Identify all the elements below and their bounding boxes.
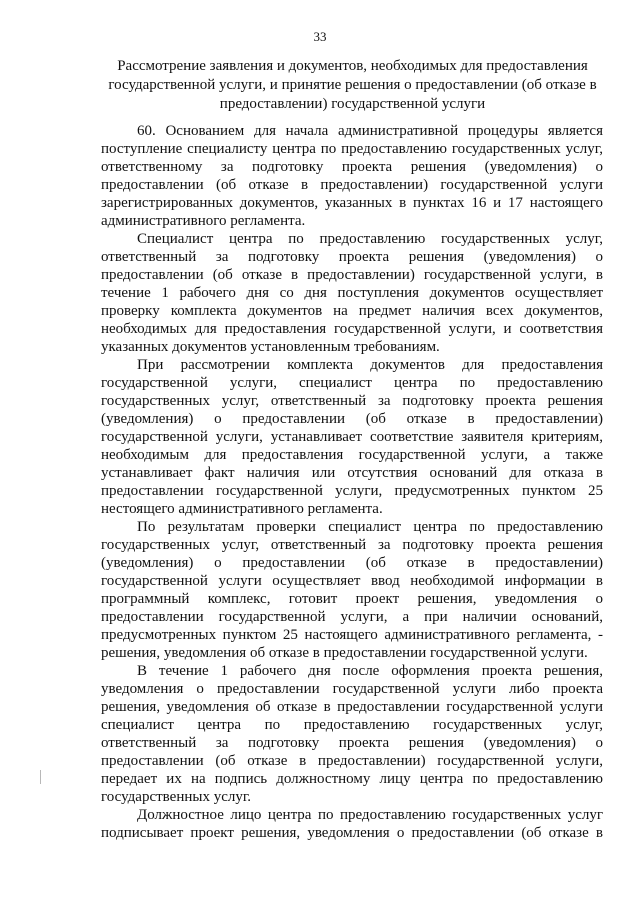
paragraph-line: нестоящего административного регламента.: [101, 501, 383, 517]
paragraph-line: предоставлении (об отказе в предоставлении) государственной услуги,: [101, 753, 603, 769]
paragraph-line: При рассмотрении комплекта документов для предоставления: [137, 357, 603, 373]
paragraph-line: решения, уведомления об отказе в предоставлении государственной услуги: [101, 699, 603, 715]
heading-line: Рассмотрение заявления и документов, необходимых для предоставления: [117, 58, 588, 74]
paragraph-line: (уведомления) о предоставлении (об отказе в предоставлении): [101, 411, 603, 427]
paragraph-line: государственных услуг.: [101, 789, 252, 805]
paragraph-line: подписывает проект решения, уведомления о предоставлении (об отказе в: [101, 825, 603, 841]
page-number: 33: [313, 29, 327, 44]
paragraph-line: устанавливает факт наличия или отсутствия оснований для отказа в: [101, 465, 603, 481]
paragraph-line: специалист центра по предоставлению государственных услуг,: [101, 717, 603, 733]
paragraph-line: государственной услуги осуществляет ввод необходимой информации в: [101, 573, 603, 589]
paragraph: [101, 806, 603, 842]
paragraph-line: Должностное лицо центра по предоставлению государственных услуг: [137, 807, 603, 823]
paragraph-line: Специалист центра по предоставлению государственных услуг,: [137, 231, 603, 247]
paragraph-line: предусмотренных пунктом 25 настоящего административного регламента, -: [101, 627, 603, 643]
paragraph-line: государственных услуг, ответственный за подготовку проекта решения: [101, 393, 603, 409]
margin-mark: [40, 770, 41, 784]
paragraph-line: передает их на подпись должностному лицу центра по предоставлению: [101, 771, 603, 787]
paragraph: [101, 662, 603, 806]
paragraph-line: ответственный за подготовку проекта решения (уведомления) о: [101, 249, 603, 265]
paragraph-line: предоставлении государственной услуги, а при наличии оснований,: [101, 609, 603, 625]
paragraph-line: административного регламента.: [101, 213, 306, 229]
paragraph-line: В течение 1 рабочего дня после оформления проекта решения,: [137, 663, 603, 679]
paragraph-line: ответственному за подготовку проекта решения (уведомления) о: [101, 159, 603, 175]
paragraph-line: государственной услуги, специалист центра по предоставлению: [101, 375, 603, 391]
paragraph: [101, 122, 603, 230]
paragraph-line: необходимым для предоставления государственной услуги, а также: [101, 447, 603, 463]
heading-line: предоставлении) государственной услуги: [219, 96, 486, 112]
paragraph-line: необходимых для предоставления государственной услуги, и соответствия: [101, 321, 603, 337]
paragraph-line: государственной услуги, устанавливает соответствие заявителя критериям,: [101, 429, 603, 445]
paragraph-line: По результатам проверки специалист центра по предоставлению: [137, 519, 603, 535]
paragraph-line: уведомления о предоставлении государственной услуги либо проекта: [101, 681, 603, 697]
paragraph: [101, 518, 603, 662]
paragraph-line: зарегистрированных документов, указанных в пунктах 16 и 17 настоящего: [101, 195, 603, 211]
paragraph-line: программный комплекс, готовит проект решения, уведомления о: [101, 591, 603, 607]
heading-line: государственной услуги, и принятие решения о предоставлении (об отказе в: [108, 77, 597, 93]
paragraph-line: предоставлении (об отказе в предоставлении) государственной услуги: [101, 177, 603, 193]
section-heading: [100, 57, 605, 114]
paragraph-line: поступление специалисту центра по предоставлению государственных услуг,: [101, 141, 603, 157]
paragraph-line: 60. Основанием для начала административной процедуры является: [137, 123, 603, 139]
paragraph-line: решения, уведомления об отказе в предоставлении государственной услуги.: [101, 645, 588, 661]
paragraph: [101, 356, 603, 518]
paragraph-line: предоставлении (об отказе в предоставлении) государственной услуги, в: [101, 267, 603, 283]
body-text: [101, 122, 603, 842]
paragraph-line: (уведомления) о предоставлении (об отказе в предоставлении): [101, 555, 603, 571]
paragraph-line: указанных документов установленным требованиям.: [101, 339, 440, 355]
paragraph-line: предоставлении государственной услуги, предусмотренных пунктом 25: [101, 483, 603, 499]
paragraph-line: проверку комплекта документов на предмет наличия всех документов,: [101, 303, 603, 319]
paragraph: [101, 230, 603, 356]
paragraph-line: государственных услуг, ответственный за подготовку проекта решения: [101, 537, 603, 553]
paragraph-line: ответственный за подготовку проекта решения (уведомления) о: [101, 735, 603, 751]
paragraph-line: течение 1 рабочего дня со дня поступления документов осуществляет: [101, 285, 603, 301]
